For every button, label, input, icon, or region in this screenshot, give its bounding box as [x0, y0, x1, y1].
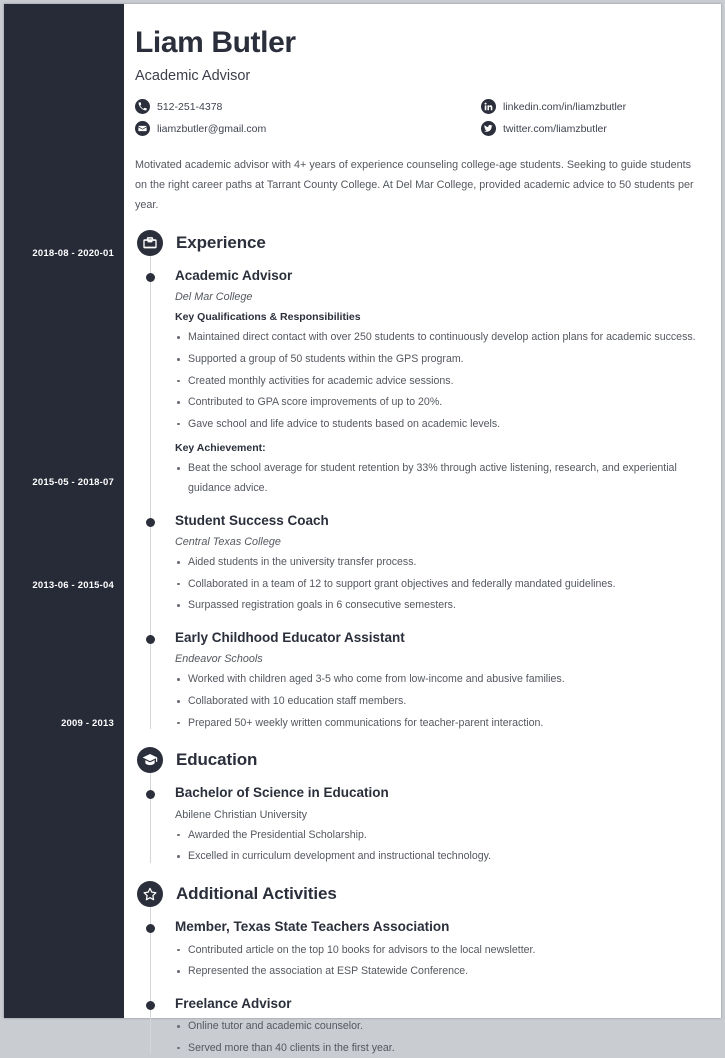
bullet-item: Collaborated with 10 education staff members.	[175, 692, 703, 712]
section-header	[135, 230, 703, 256]
entry-subtitle: Endeavor Schools	[175, 653, 263, 666]
contact-text: 512-251-4378	[157, 100, 223, 113]
resume-main-content	[124, 4, 721, 1054]
sidebar-date-3: 2009 - 2013	[61, 718, 114, 729]
candidate-job-title: Academic Advisor	[135, 68, 251, 84]
bullet-item: Prepared 50+ weekly written communications for teacher-parent interaction.	[175, 714, 703, 734]
section-title: Experience	[176, 232, 266, 252]
contact-row-twitter[interactable]	[481, 121, 703, 136]
sidebar-date-1: 2015-05 - 2018-07	[32, 477, 114, 488]
briefcase-icon	[137, 230, 163, 256]
timeline-entry	[175, 501, 703, 616]
contact-row-linkedin[interactable]	[481, 99, 703, 114]
bullet-item: Created monthly activities for academic advice sessions.	[175, 372, 703, 392]
entry-subtitle: Del Mar College	[175, 291, 253, 304]
bullet-item: Online tutor and academic counselor.	[175, 1017, 703, 1037]
entry-bullet-list	[175, 328, 703, 434]
contact-text: liamzbutler@gmail.com	[157, 122, 267, 135]
sidebar-date-0: 2018-08 - 2020-01	[32, 248, 114, 259]
star-icon	[137, 881, 163, 907]
entry-title: Early Childhood Educator Assistant	[175, 629, 405, 645]
entry-group-label: Key Achievement:	[175, 442, 266, 455]
entry-title: Freelance Advisor	[175, 995, 292, 1011]
phone-icon	[135, 99, 150, 114]
section-education	[135, 747, 703, 867]
section-timeline	[135, 256, 703, 733]
timeline-entry	[175, 773, 703, 867]
resume-page	[4, 4, 721, 1054]
contact-details	[135, 99, 703, 143]
twitter-icon	[481, 121, 496, 136]
entry-bullet-list	[175, 459, 703, 498]
candidate-name: Liam Butler	[135, 26, 296, 59]
entry-subtitle: Central Texas College	[175, 536, 281, 549]
entry-bullet-list	[175, 941, 703, 982]
timeline-entry	[175, 984, 703, 1058]
bullet-item: Represented the association at ESP Statewide Conference.	[175, 962, 703, 982]
section-title: Education	[176, 750, 258, 770]
section-header	[135, 747, 703, 773]
entry-bullet-list	[175, 826, 703, 867]
timeline-entry	[175, 907, 703, 982]
bullet-item: Supported a group of 50 students within the GPS program.	[175, 350, 703, 370]
bullet-item: Contributed article on the top 10 books for advisors to the local newsletter.	[175, 941, 703, 961]
section-experience	[135, 230, 703, 733]
bullet-item: Collaborated in a team of 12 to support grant objectives and federally mandated guidelines.	[175, 575, 703, 595]
linkedin-icon	[481, 99, 496, 114]
bullet-item: Maintained direct contact with over 250 students to continuously develop action plans for academic success.	[175, 328, 703, 348]
section-header	[135, 881, 703, 907]
section-additional-activities	[135, 881, 703, 1058]
bullet-item: Gave school and life advice to students based on academic levels.	[175, 415, 703, 435]
contact-column-right	[419, 99, 703, 143]
professional-summary: Motivated academic advisor with 4+ years of experience counseling college-age students. Seeking to guide students on the right career paths at Tarrant County College. At Del Mar College, provided academic advice to 50 students per year.	[135, 159, 694, 211]
entry-subtitle: Abilene Christian University	[175, 808, 308, 821]
contact-row-phone[interactable]	[135, 99, 419, 114]
bullet-item: Excelled in curriculum development and instructional technology.	[175, 847, 703, 867]
bullet-item: Contributed to GPA score improvements of up to 20%.	[175, 393, 703, 413]
bullet-item: Awarded the Presidential Scholarship.	[175, 826, 703, 846]
entry-title: Member, Texas State Teachers Association	[175, 919, 450, 934]
contact-text: twitter.com/liamzbutler	[503, 122, 607, 135]
entry-title: Student Success Coach	[175, 512, 329, 528]
contact-column-left	[135, 99, 419, 143]
bullet-item: Served more than 40 clients in the first year.	[175, 1039, 703, 1058]
entry-title: Bachelor of Science in Education	[175, 785, 389, 801]
entry-bullet-list	[175, 1017, 703, 1058]
bullet-item: Aided students in the university transfer process.	[175, 553, 703, 573]
timeline-entry	[175, 256, 703, 499]
resume-sections	[135, 230, 703, 1058]
bullet-item: Worked with children aged 3-5 who come from low-income and abusive families.	[175, 670, 703, 690]
entry-bullet-list	[175, 553, 703, 616]
entry-bullet-list	[175, 670, 703, 733]
contact-row-email[interactable]	[135, 121, 419, 136]
section-timeline	[135, 907, 703, 1058]
graduation-cap-icon	[137, 747, 163, 773]
timeline-entry	[175, 618, 703, 733]
section-timeline	[135, 773, 703, 867]
sidebar-date-2: 2013-06 - 2015-04	[32, 580, 114, 591]
contact-text: linkedin.com/in/liamzbutler	[503, 100, 627, 113]
section-title: Additional Activities	[176, 884, 337, 903]
email-icon	[135, 121, 150, 136]
entry-group-label: Key Qualifications & Responsibilities	[175, 311, 361, 324]
bullet-item: Surpassed registration goals in 6 consecutive semesters.	[175, 596, 703, 616]
bullet-item: Beat the school average for student retention by 33% through active listening, research, and experiential guidance advice.	[175, 459, 703, 498]
entry-title: Academic Advisor	[175, 267, 293, 283]
sidebar-timeline-dates	[4, 4, 124, 1018]
